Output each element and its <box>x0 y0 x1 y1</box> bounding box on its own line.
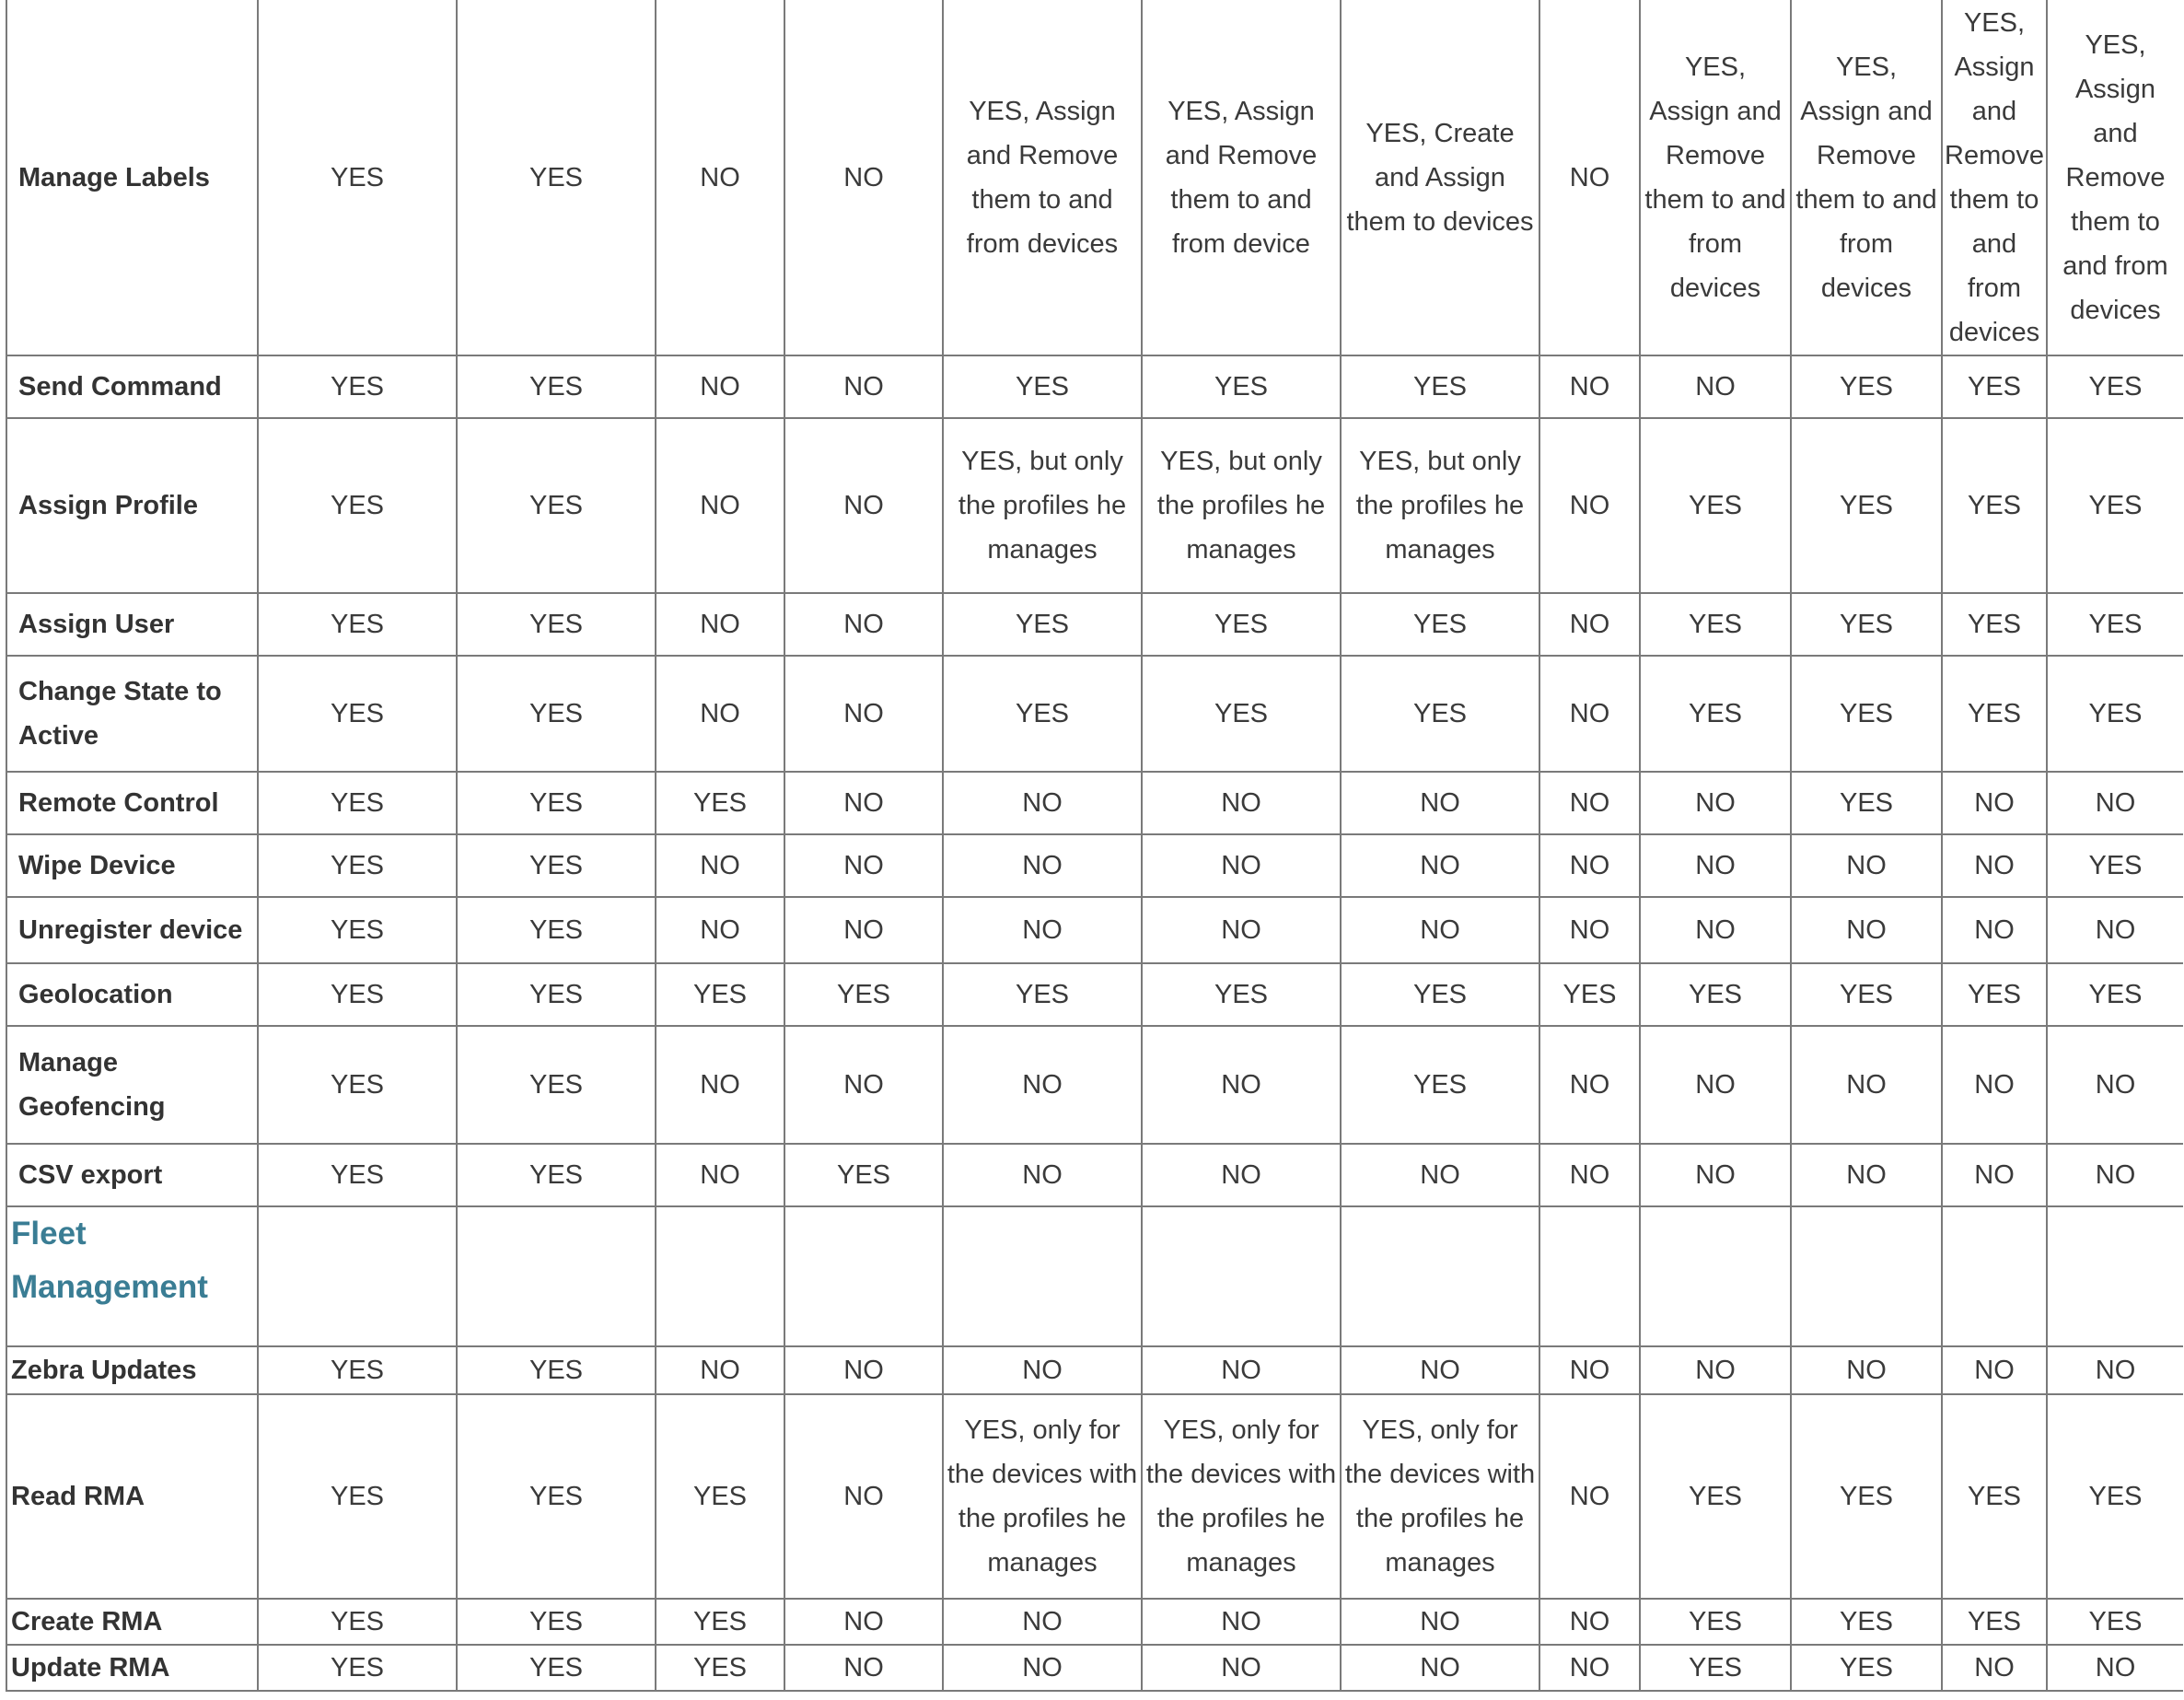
permission-cell: YES <box>258 0 457 355</box>
row-label: Change State to Active <box>6 656 258 772</box>
permission-cell: YES <box>1942 418 2047 593</box>
permission-cell: NO <box>1341 772 1539 834</box>
permission-cell: YES <box>457 1394 656 1599</box>
permission-cell: NO <box>784 897 943 963</box>
permission-cell: NO <box>1791 1026 1942 1144</box>
permission-cell: YES <box>1791 1599 1942 1645</box>
permission-cell: NO <box>1942 1346 2047 1394</box>
table-row <box>6 1026 2183 1144</box>
permission-cell: NO <box>1539 418 1640 593</box>
permission-cell: YES <box>1791 1645 1942 1691</box>
permission-cell: NO <box>1142 1599 1341 1645</box>
row-label: Manage Labels <box>6 0 258 355</box>
empty-cell <box>1640 1206 1791 1346</box>
permission-cell: YES <box>1791 772 1942 834</box>
permission-cell: NO <box>656 355 784 418</box>
row-label: Manage Geofencing <box>6 1026 258 1144</box>
table-row <box>6 1346 2183 1394</box>
permission-cell: NO <box>784 656 943 772</box>
permission-cell: YES <box>943 656 1142 772</box>
permission-cell: YES <box>656 772 784 834</box>
table-row <box>6 355 2183 418</box>
permission-cell: NO <box>656 0 784 355</box>
permission-cell: YES <box>457 897 656 963</box>
permission-cell: YES, only for the devices with the profiles he manages <box>1341 1394 1539 1599</box>
permission-cell: NO <box>1142 772 1341 834</box>
permission-cell: NO <box>2047 897 2183 963</box>
row-label: Read RMA <box>6 1394 258 1599</box>
permission-cell: YES <box>457 1144 656 1206</box>
permission-cell: YES <box>258 1346 457 1394</box>
permission-cell: YES, Assign and Remove them to and from devices <box>1791 0 1942 355</box>
permission-cell: NO <box>1539 0 1640 355</box>
row-label: Geolocation <box>6 963 258 1026</box>
permission-cell: NO <box>1142 1144 1341 1206</box>
permission-cell: NO <box>1942 1645 2047 1691</box>
permission-cell: NO <box>2047 1346 2183 1394</box>
permission-cell: YES <box>258 1599 457 1645</box>
permission-cell: YES <box>258 1144 457 1206</box>
permission-cell: YES <box>1942 656 2047 772</box>
permission-cell: NO <box>943 1144 1142 1206</box>
permission-cell: YES <box>943 963 1142 1026</box>
permission-cell: NO <box>1142 897 1341 963</box>
permission-cell: NO <box>1142 1026 1341 1144</box>
permission-cell: YES <box>2047 834 2183 897</box>
permission-cell: YES <box>258 772 457 834</box>
permission-cell: YES <box>1640 656 1791 772</box>
permission-cell: NO <box>1341 1346 1539 1394</box>
empty-cell <box>258 1206 457 1346</box>
permission-cell: YES <box>1942 355 2047 418</box>
permission-cell: NO <box>1539 355 1640 418</box>
permission-cell: NO <box>1791 897 1942 963</box>
permission-cell: YES <box>656 1645 784 1691</box>
permission-cell: YES <box>2047 1394 2183 1599</box>
permission-cell: NO <box>784 1599 943 1645</box>
section-row <box>6 1206 2183 1346</box>
permission-cell: NO <box>1539 1346 1640 1394</box>
permission-cell: NO <box>1942 834 2047 897</box>
permission-cell: YES, Create and Assign them to devices <box>1341 0 1539 355</box>
empty-cell <box>1142 1206 1341 1346</box>
permission-cell: YES <box>1791 355 1942 418</box>
table-row <box>6 834 2183 897</box>
permission-cell: YES <box>1341 963 1539 1026</box>
permission-cell: NO <box>1341 834 1539 897</box>
permission-cell: NO <box>656 1144 784 1206</box>
row-label: Unregister device <box>6 897 258 963</box>
empty-cell <box>943 1206 1142 1346</box>
permission-cell: NO <box>784 1346 943 1394</box>
permission-cell: YES <box>1142 593 1341 656</box>
row-label: CSV export <box>6 1144 258 1206</box>
row-label: Assign Profile <box>6 418 258 593</box>
permission-cell: YES <box>258 1394 457 1599</box>
permission-cell: NO <box>1539 1645 1640 1691</box>
table-row <box>6 1645 2183 1691</box>
permission-cell: NO <box>784 1645 943 1691</box>
permission-cell: NO <box>1942 897 2047 963</box>
permission-cell: NO <box>1539 834 1640 897</box>
permission-cell: NO <box>2047 1026 2183 1144</box>
permission-cell: NO <box>1341 897 1539 963</box>
permission-cell: YES <box>457 355 656 418</box>
permission-cell: NO <box>656 593 784 656</box>
permission-cell: YES, Assign and Remove them to and from device <box>1142 0 1341 355</box>
permission-cell: NO <box>1142 1346 1341 1394</box>
table-row <box>6 418 2183 593</box>
permission-cell: YES <box>1640 593 1791 656</box>
table-row <box>6 897 2183 963</box>
permission-cell: NO <box>656 834 784 897</box>
permission-cell: YES <box>1791 656 1942 772</box>
permission-cell: NO <box>1539 593 1640 656</box>
permission-cell: NO <box>1640 834 1791 897</box>
permission-cell: YES <box>258 593 457 656</box>
permission-cell: YES <box>1142 656 1341 772</box>
row-label: Wipe Device <box>6 834 258 897</box>
permission-cell: NO <box>1640 772 1791 834</box>
empty-cell <box>784 1206 943 1346</box>
permission-cell: NO <box>1640 1026 1791 1144</box>
empty-cell <box>656 1206 784 1346</box>
empty-cell <box>1539 1206 1640 1346</box>
permission-cell: NO <box>943 1346 1142 1394</box>
permission-cell: YES <box>258 897 457 963</box>
permission-cell: YES <box>1942 1599 2047 1645</box>
permission-cell: NO <box>1142 834 1341 897</box>
permission-cell: NO <box>1341 1144 1539 1206</box>
permission-cell: YES <box>258 963 457 1026</box>
permission-cell: YES, but only the profiles he manages <box>1341 418 1539 593</box>
permission-cell: YES <box>656 1599 784 1645</box>
table-row <box>6 1144 2183 1206</box>
permissions-table <box>6 0 2183 1692</box>
permission-cell: YES <box>943 593 1142 656</box>
permission-cell: YES <box>1341 1026 1539 1144</box>
row-label: Update RMA <box>6 1645 258 1691</box>
permission-cell: NO <box>1341 1599 1539 1645</box>
permission-cell: NO <box>656 1026 784 1144</box>
permission-cell: YES <box>1341 656 1539 772</box>
permission-cell: NO <box>2047 1144 2183 1206</box>
permission-cell: NO <box>656 1346 784 1394</box>
permission-cell: YES, Assign and Remove them to and from devices <box>943 0 1142 355</box>
permission-cell: NO <box>656 656 784 772</box>
permission-cell: YES <box>2047 656 2183 772</box>
table-body <box>6 0 2183 1691</box>
permission-cell: NO <box>1640 355 1791 418</box>
row-label: Create RMA <box>6 1599 258 1645</box>
table-row <box>6 593 2183 656</box>
permission-cell: NO <box>656 897 784 963</box>
permission-cell: YES <box>1640 418 1791 593</box>
permission-cell: NO <box>1539 1144 1640 1206</box>
section-title: Fleet Management <box>6 1206 258 1346</box>
permission-cell: NO <box>943 1026 1142 1144</box>
permission-cell: NO <box>1539 1026 1640 1144</box>
row-label: Assign User <box>6 593 258 656</box>
permission-cell: NO <box>1640 1346 1791 1394</box>
permission-cell: YES <box>457 1026 656 1144</box>
permission-cell: NO <box>1640 1144 1791 1206</box>
permission-cell: NO <box>943 772 1142 834</box>
permission-cell: NO <box>1539 656 1640 772</box>
permission-cell: YES <box>656 1394 784 1599</box>
permission-cell: YES <box>457 593 656 656</box>
permission-cell: YES <box>1142 355 1341 418</box>
permission-cell: NO <box>784 834 943 897</box>
permission-cell: YES <box>2047 418 2183 593</box>
row-label: Send Command <box>6 355 258 418</box>
table-row <box>6 656 2183 772</box>
permission-cell: YES <box>457 834 656 897</box>
permission-cell: NO <box>1539 1394 1640 1599</box>
permission-cell: YES, Assign and Remove them to and from devices <box>1640 0 1791 355</box>
permission-cell: NO <box>784 1394 943 1599</box>
empty-cell <box>1942 1206 2047 1346</box>
permission-cell: YES, Assign and Remove them to and from devices <box>1942 0 2047 355</box>
permission-cell: YES <box>258 1026 457 1144</box>
empty-cell <box>2047 1206 2183 1346</box>
permission-cell: YES <box>1341 593 1539 656</box>
permission-cell: YES, but only the profiles he manages <box>1142 418 1341 593</box>
permission-cell: YES <box>1640 1645 1791 1691</box>
permission-cell: NO <box>943 834 1142 897</box>
permission-cell: YES, Assign and Remove them to and from devices <box>2047 0 2183 355</box>
table-row <box>6 1599 2183 1645</box>
permission-cell: YES <box>457 418 656 593</box>
empty-cell <box>457 1206 656 1346</box>
permission-cell: YES <box>784 1144 943 1206</box>
permission-cell: YES <box>1791 418 1942 593</box>
permission-cell: YES, but only the profiles he manages <box>943 418 1142 593</box>
permission-cell: NO <box>784 418 943 593</box>
empty-cell <box>1341 1206 1539 1346</box>
permission-cell: YES <box>258 1645 457 1691</box>
permission-cell: YES <box>1942 593 2047 656</box>
permission-cell: NO <box>1791 834 1942 897</box>
empty-cell <box>1791 1206 1942 1346</box>
permission-cell: YES <box>1791 963 1942 1026</box>
permission-cell: YES <box>457 1346 656 1394</box>
permission-cell: NO <box>784 772 943 834</box>
permission-cell: NO <box>656 418 784 593</box>
permission-cell: NO <box>784 0 943 355</box>
permission-cell: NO <box>784 1026 943 1144</box>
permission-cell: YES <box>457 1645 656 1691</box>
permission-cell: NO <box>784 593 943 656</box>
permission-cell: NO <box>1942 1144 2047 1206</box>
permission-cell: NO <box>1341 1645 1539 1691</box>
permission-cell: YES <box>784 963 943 1026</box>
permission-cell: YES <box>2047 1599 2183 1645</box>
permission-cell: NO <box>1942 1026 2047 1144</box>
permission-cell: NO <box>943 1599 1142 1645</box>
permission-cell: YES <box>457 656 656 772</box>
permission-cell: YES <box>2047 593 2183 656</box>
permission-cell: YES <box>457 0 656 355</box>
permission-cell: NO <box>943 1645 1142 1691</box>
permission-cell: YES <box>1640 1394 1791 1599</box>
permission-cell: NO <box>1791 1144 1942 1206</box>
permission-cell: NO <box>1791 1346 1942 1394</box>
permission-cell: YES <box>1791 593 1942 656</box>
permission-cell: YES <box>1640 963 1791 1026</box>
permission-cell: YES <box>1942 1394 2047 1599</box>
permission-cell: YES <box>1142 963 1341 1026</box>
permission-cell: NO <box>943 897 1142 963</box>
permission-cell: YES <box>1640 1599 1791 1645</box>
table-row <box>6 0 2183 355</box>
table-row <box>6 1394 2183 1599</box>
table-row <box>6 772 2183 834</box>
permission-cell: NO <box>1539 897 1640 963</box>
permission-cell: YES <box>258 834 457 897</box>
permission-cell: YES, only for the devices with the profiles he manages <box>943 1394 1142 1599</box>
permission-cell: NO <box>1539 772 1640 834</box>
permission-cell: YES <box>1791 1394 1942 1599</box>
permission-cell: YES <box>457 963 656 1026</box>
permission-cell: YES <box>656 963 784 1026</box>
permission-cell: YES <box>1942 963 2047 1026</box>
permission-cell: YES <box>943 355 1142 418</box>
row-label: Remote Control <box>6 772 258 834</box>
permission-cell: YES <box>258 418 457 593</box>
permission-cell: YES <box>258 355 457 418</box>
permission-cell: YES <box>258 656 457 772</box>
permission-cell: NO <box>2047 1645 2183 1691</box>
permission-cell: NO <box>1640 897 1791 963</box>
permission-cell: YES <box>2047 963 2183 1026</box>
table-row <box>6 963 2183 1026</box>
permission-cell: NO <box>1142 1645 1341 1691</box>
permission-cell: NO <box>784 355 943 418</box>
row-label: Zebra Updates <box>6 1346 258 1394</box>
permission-cell: YES <box>457 1599 656 1645</box>
permission-cell: YES <box>1341 355 1539 418</box>
permission-cell: YES <box>2047 355 2183 418</box>
permission-cell: YES <box>457 772 656 834</box>
permission-cell: NO <box>2047 772 2183 834</box>
permission-cell: NO <box>1539 1599 1640 1645</box>
permission-cell: YES, only for the devices with the profiles he manages <box>1142 1394 1341 1599</box>
permission-cell: NO <box>1942 772 2047 834</box>
permission-cell: YES <box>1539 963 1640 1026</box>
